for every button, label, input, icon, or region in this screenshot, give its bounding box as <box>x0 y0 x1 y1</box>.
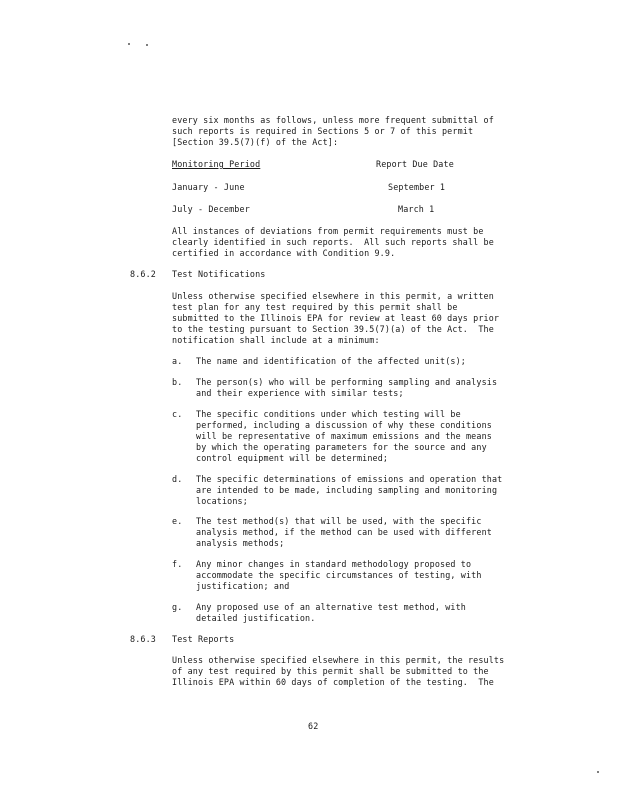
list-item-label: f. <box>172 559 183 569</box>
list-item-label: b. <box>172 377 183 387</box>
scan-speck <box>128 43 130 45</box>
deviations-line: clearly identified in such reports. All such reports shall be <box>172 237 494 247</box>
intro-line: every six months as follows, unless more frequent submittal of <box>172 115 494 125</box>
list-item-line: are intended to be made, including sampling and monitoring <box>196 485 498 495</box>
list-item-line: The name and identification of the affected unit(s); <box>196 356 466 366</box>
list-item-line: will be representative of maximum emissions and the means <box>196 431 492 441</box>
list-item-line: control equipment will be determined; <box>196 453 389 463</box>
list-item-line: Any proposed use of an alternative test method, with <box>196 602 466 612</box>
list-item-line: The specific determinations of emissions and operation that <box>196 474 503 484</box>
section-number: 8.6.2 <box>130 269 156 279</box>
list-item-line: detailed justification. <box>196 613 316 623</box>
list-item-line: The specific conditions under which testing will be <box>196 409 461 419</box>
list-item-label: d. <box>172 474 183 484</box>
list-item-line: The person(s) who will be performing sampling and analysis <box>196 377 498 387</box>
section-paragraph-line: of any test required by this permit shall be submitted to the <box>172 666 489 676</box>
list-item-line: analysis method, if the method can be used with different <box>196 527 492 537</box>
list-item-line: justification; and <box>196 581 290 591</box>
deviations-line: All instances of deviations from permit requirements must be <box>172 226 484 236</box>
section-paragraph-line: Unless otherwise specified elsewhere in this permit, the results <box>172 655 505 665</box>
intro-line: [Section 39.5(7)(f) of the Act]: <box>172 137 339 147</box>
deviations-line: certified in accordance with Condition 9.9. <box>172 248 396 258</box>
section-title: Test Reports <box>172 634 235 644</box>
list-item-line: accommodate the specific circumstances of testing, with <box>196 570 482 580</box>
section-paragraph-line: notification shall include at a minimum: <box>172 335 380 345</box>
table-cell-period: January - June <box>172 182 245 192</box>
scan-speck <box>597 771 599 773</box>
list-item-line: and their experience with similar tests; <box>196 388 404 398</box>
section-paragraph-line: Illinois EPA within 60 days of completion of the testing. The <box>172 677 494 687</box>
list-item-label: a. <box>172 356 183 366</box>
list-item-line: performed, including a discussion of why these conditions <box>196 420 492 430</box>
section-paragraph-line: to the testing pursuant to Section 39.5(7)(a) of the Act. The <box>172 324 494 334</box>
list-item-line: locations; <box>196 496 248 506</box>
section-title: Test Notifications <box>172 269 266 279</box>
page-number: 62 <box>308 721 319 731</box>
section-paragraph-line: test plan for any test required by this permit shall be <box>172 302 458 312</box>
list-item-line: by which the operating parameters for the source and any <box>196 442 487 452</box>
list-item-label: c. <box>172 409 183 419</box>
table-cell-due: March 1 <box>398 204 435 214</box>
section-paragraph-line: submitted to the Illinois EPA for review at least 60 days prior <box>172 313 500 323</box>
section-number: 8.6.3 <box>130 634 156 644</box>
table-header-report-due-date: Report Due Date <box>376 159 454 169</box>
table-cell-due: September 1 <box>388 182 446 192</box>
section-paragraph-line: Unless otherwise specified elsewhere in this permit, a written <box>172 291 494 301</box>
list-item-label: e. <box>172 516 183 526</box>
table-header-monitoring-period: Monitoring Period <box>172 159 261 169</box>
intro-line: such reports is required in Sections 5 or 7 of this permit <box>172 126 474 136</box>
scan-speck <box>146 44 148 46</box>
list-item-line: The test method(s) that will be used, with the specific <box>196 516 482 526</box>
list-item-line: analysis methods; <box>196 538 285 548</box>
list-item-label: g. <box>172 602 183 612</box>
list-item-line: Any minor changes in standard methodology proposed to <box>196 559 472 569</box>
table-cell-period: July - December <box>172 204 250 214</box>
